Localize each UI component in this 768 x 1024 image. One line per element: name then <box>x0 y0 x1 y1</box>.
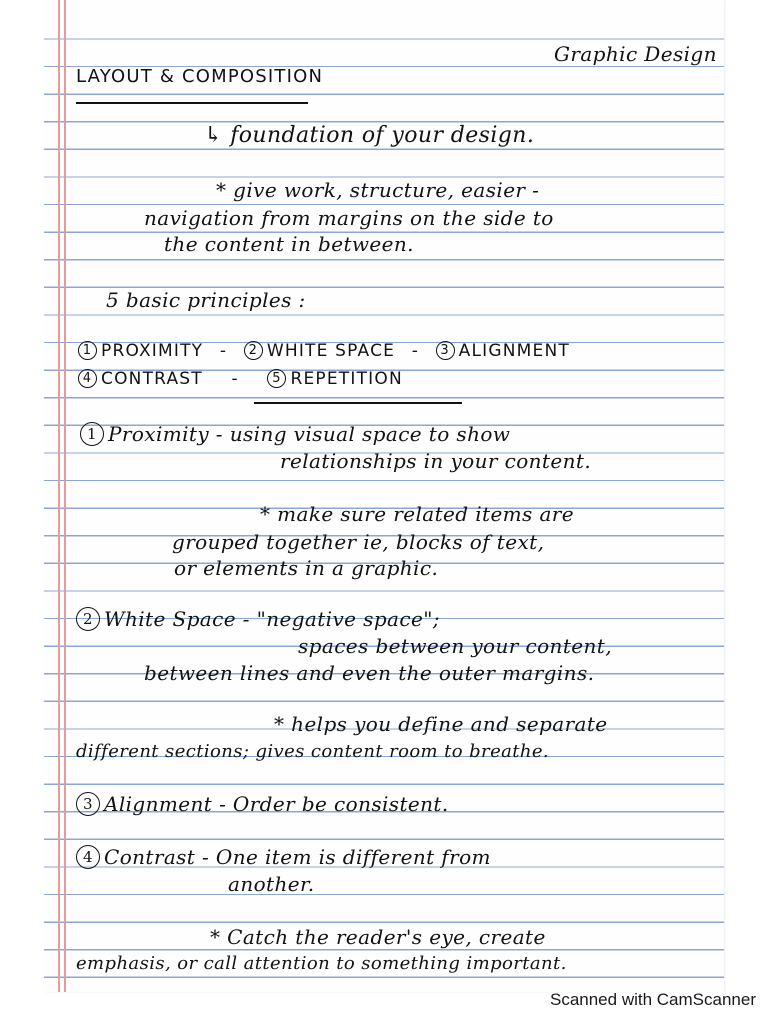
proximity-text: relationships in your content. <box>280 449 592 473</box>
principles-heading: 5 basic principles : <box>106 288 306 312</box>
principle-label: CONTRAST <box>101 369 203 389</box>
principle-label: WHITE SPACE <box>266 341 396 361</box>
principle-number: 2 <box>244 341 263 360</box>
bullet-line: * give work, structure, easier - <box>216 178 540 202</box>
whitespace-text: between lines and even the outer margins. <box>144 661 595 685</box>
margin-line <box>58 0 60 992</box>
section-number-4: 4 <box>76 845 100 869</box>
principle-number: 5 <box>267 369 286 388</box>
contrast-text: another. <box>228 872 315 896</box>
page-subject: Graphic Design <box>554 42 717 66</box>
proximity-note: or elements in a graphic. <box>174 556 439 580</box>
whitespace-note: different sections; gives content room to breathe. <box>76 741 550 762</box>
notebook-page <box>44 0 724 992</box>
margin-line <box>64 0 66 992</box>
whitespace-text: spaces between your content, <box>298 634 612 658</box>
page-title: LAYOUT & COMPOSITION <box>76 66 324 87</box>
separator-dash: - <box>411 341 420 361</box>
separator-dash: - <box>231 369 239 389</box>
contrast-heading: 4 Contrast - One item is different from <box>76 845 491 869</box>
whitespace-heading: 2 White Space - "negative space"; <box>76 607 440 631</box>
scanner-watermark: Scanned with CamScanner <box>549 990 756 1009</box>
proximity-note: grouped together ie, blocks of text, <box>172 530 545 554</box>
title-underline <box>76 102 308 104</box>
contrast-note: emphasis, or call attention to something important. <box>76 953 567 974</box>
section-number-1: 1 <box>80 422 104 446</box>
principle-label: ALIGNMENT <box>458 341 570 361</box>
principles-row-2 <box>78 369 403 389</box>
bullet-line: navigation from margins on the side to <box>144 206 554 230</box>
proximity-note: * make sure related items are <box>260 502 574 526</box>
bullet-line: the content in between. <box>164 232 414 256</box>
principle-label: PROXIMITY <box>101 341 204 361</box>
principle-number: 4 <box>78 369 97 388</box>
principle-number: 1 <box>78 341 97 360</box>
whitespace-note: * helps you define and separate <box>274 712 608 736</box>
contrast-note: * Catch the reader's eye, create <box>210 925 546 949</box>
foundation-note: ↳ foundation of your design. <box>204 123 535 148</box>
principle-number: 3 <box>436 341 455 360</box>
principles-row-1 <box>78 341 570 361</box>
principles-underline <box>254 402 462 404</box>
principle-label: REPETITION <box>290 369 403 389</box>
proximity-heading: 1 Proximity - using visual space to show <box>80 422 510 446</box>
section-number-3: 3 <box>76 792 100 816</box>
separator-dash: - <box>219 341 228 361</box>
alignment-heading: 3 Alignment - Order be consistent. <box>76 792 449 816</box>
section-number-2: 2 <box>76 607 100 631</box>
